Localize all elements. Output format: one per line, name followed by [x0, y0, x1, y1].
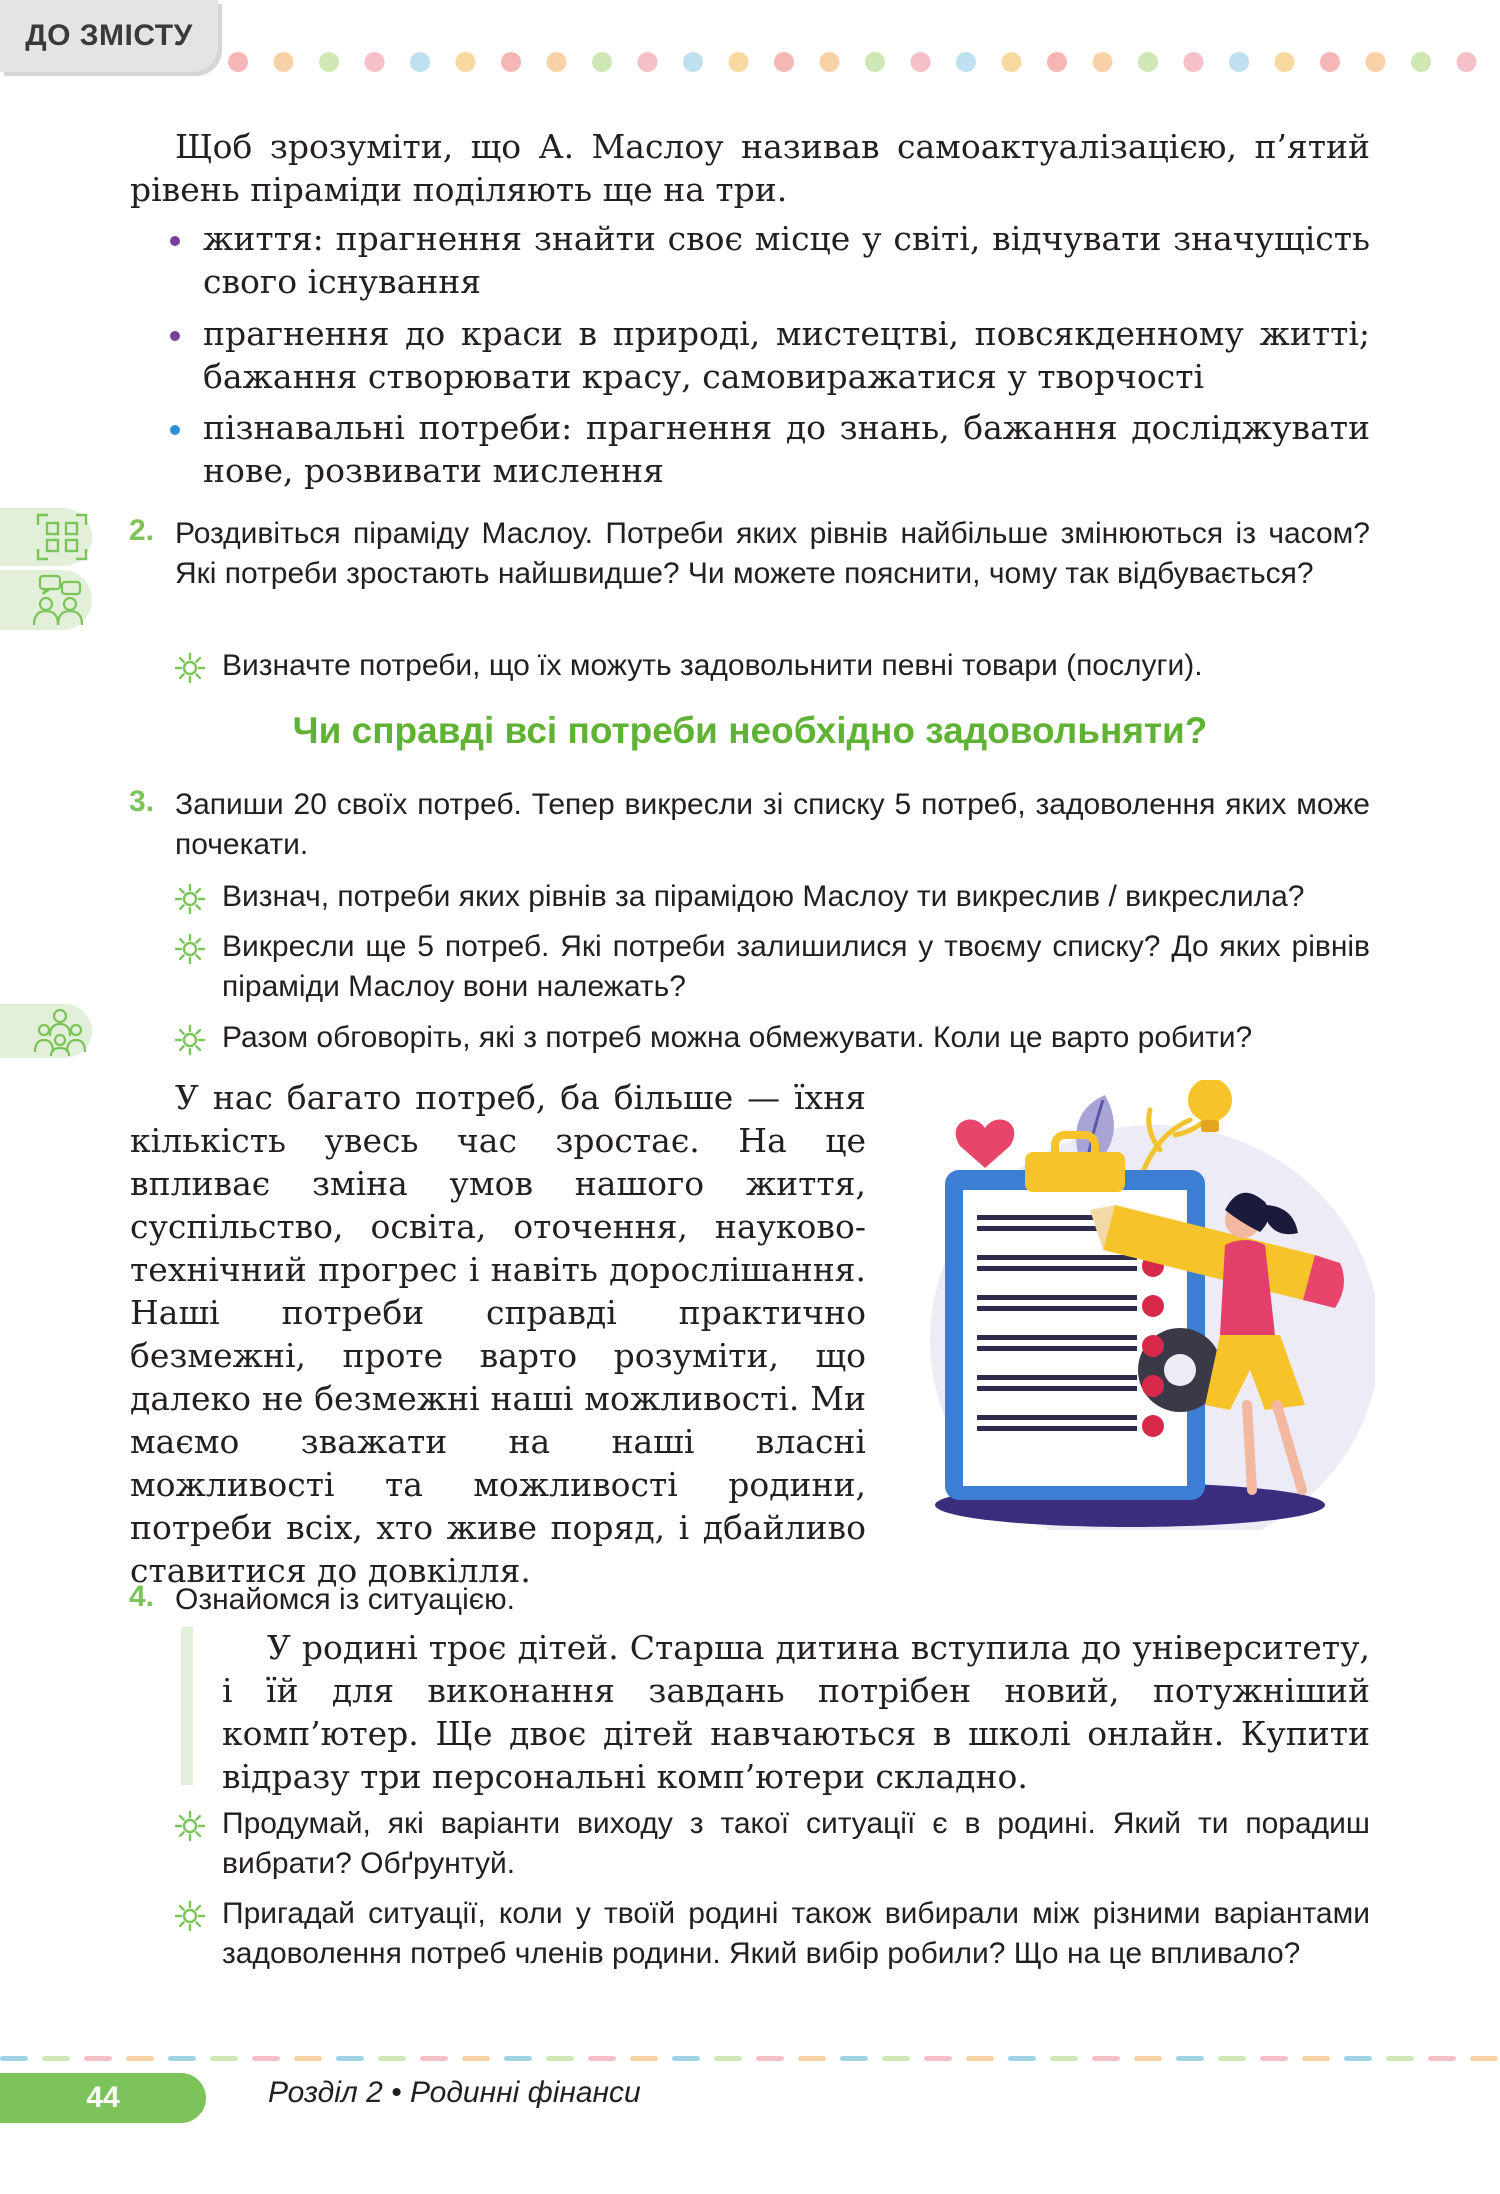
- decorative-dashes-footer: [0, 2055, 1500, 2063]
- bullet-item-2: прагнення до краси в природі, мистецтві, повсякденному житті; бажання створювати красу, самовиражатися у творчості: [203, 314, 1370, 396]
- side-tab-group[interactable]: [0, 1004, 92, 1058]
- qr-scan-icon: [36, 513, 88, 561]
- bullet-item-1: життя: прагнення знайти своє місце у світі, відчувати значущість свого існування: [203, 219, 1370, 301]
- task-3-subtask-1: Визнач, потреби яких рівнів за пірамідою Маслоу ти викреслив / викреслила?: [222, 880, 1305, 913]
- body-paragraph: У нас багато потреб, ба більше — їхня кількість увесь час зростає. На це впливає зміна умов нашого життя, суспільство, освіта, оточення, науково-технічний прогрес і навіть дорослішання. Наші потреби справді практично безмежні, проте варто розуміти, що далеко не безмежні наші можливості. Ми маємо зважати на наші власні можливості та можливості родини, потреби всіх, хто живе поряд, і дбайливо ставитися до довкілля.: [130, 1078, 866, 1590]
- bullet-dot-2: [170, 331, 180, 341]
- sun-icon: [174, 1810, 206, 1842]
- task-3-subtask-3: Разом обговоріть, які з потреб можна обмежувати. Коли це варто робити?: [222, 1021, 1253, 1054]
- side-tab-qr[interactable]: [0, 508, 92, 566]
- sun-icon: [174, 1900, 206, 1932]
- section-heading: Чи справді всі потреби необхідно задовольняти?: [292, 710, 1208, 751]
- group-work-icon: [32, 1006, 88, 1056]
- task-4-subtask-1: Продумай, які варіанти виходу з такої ситуації є в родині. Який ти порадиш вибрати? Обґрунтуй.: [222, 1807, 1370, 1880]
- side-tab-discussion[interactable]: [0, 570, 92, 630]
- task-4-text: Ознайомся із ситуацією.: [175, 1583, 515, 1616]
- discussion-pair-icon: [28, 573, 88, 627]
- intro-paragraph: Щоб зрозуміти, що А. Маслоу називав самоактуалізацією, п’ятий рівень піраміди поділяють ще на три.: [130, 127, 1370, 209]
- toc-link-tab[interactable]: ДО ЗМІСТУ: [0, 0, 218, 72]
- situation-quote-bar: [181, 1627, 193, 1785]
- task-2-subtask-1: Визначте потреби, що їх можуть задовольнити певні товари (послуги).: [222, 649, 1203, 682]
- task-4-subtask-2: Пригадай ситуації, коли у твоїй родині також вибирали між різними варіантами задоволення потреб членів родини. Який вибір робили? Що на це впливало?: [222, 1897, 1370, 1970]
- sun-icon: [174, 933, 206, 965]
- footer-section-title: Розділ 2 • Родинні фінанси: [268, 2076, 641, 2109]
- decorative-dots-top: [228, 50, 1490, 74]
- task-number-3: 3.: [129, 785, 155, 818]
- task-2-text: Роздивіться піраміду Маслоу. Потреби яких рівнів найбільше змінюються із часом? Які потреби зростають найшвидше? Чи можете пояснити, чому так відбувається?: [175, 517, 1370, 590]
- task-number-4: 4.: [129, 1580, 155, 1613]
- sun-icon: [174, 883, 206, 915]
- bullet-item-3: пізнавальні потреби: прагнення до знань, бажання досліджувати нове, розвивати мислення: [203, 408, 1370, 490]
- situation-text: У родині троє дітей. Старша дитина вступила до університету, і їй для виконання завдань потрібен новий, потужніший комп’ютер. Ще двоє дітей навчаються в школі онлайн. Купити відразу три персональні комп’ютери складно.: [222, 1628, 1370, 1796]
- checklist-illustration: [925, 1080, 1375, 1530]
- sun-icon: [174, 1024, 206, 1056]
- task-3-subtask-2: Викресли ще 5 потреб. Які потреби залишилися у твоєму списку? До яких рівнів піраміди Маслоу вони належать?: [222, 930, 1370, 1003]
- page-number: 44: [0, 2073, 206, 2123]
- task-number-2: 2.: [129, 514, 155, 547]
- task-3-text: Запиши 20 своїх потреб. Тепер викресли зі списку 5 потреб, задоволення яких може почекати.: [175, 788, 1370, 861]
- bullet-dot-3: [170, 425, 180, 435]
- bullet-dot-1: [170, 236, 180, 246]
- sun-icon: [174, 652, 206, 684]
